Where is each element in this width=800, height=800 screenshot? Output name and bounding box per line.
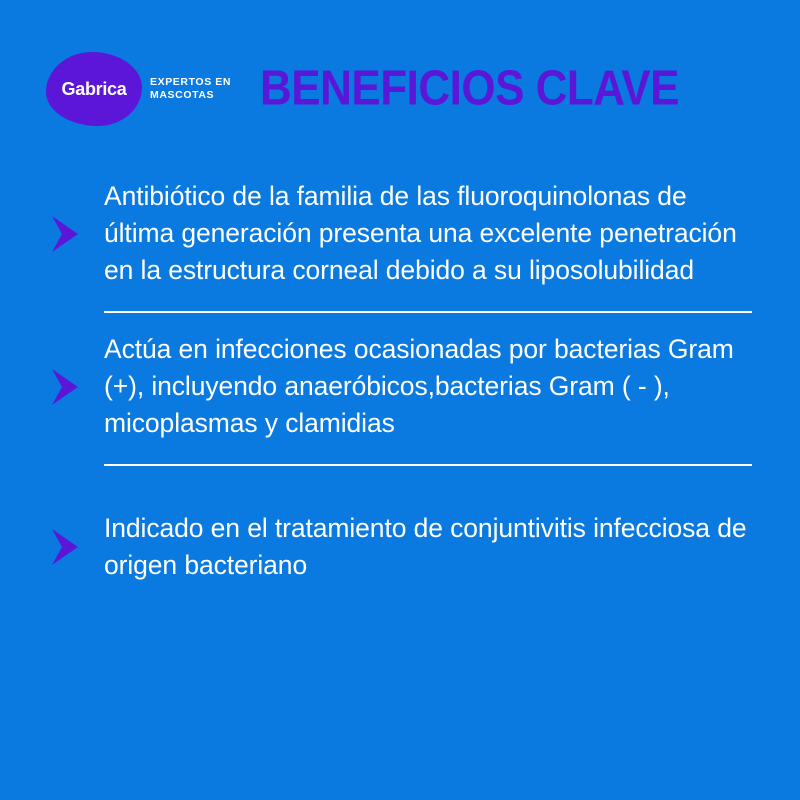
benefits-list bbox=[0, 168, 800, 598]
list-item-text: Actúa en infecciones ocasionadas por bacterias Gram (+), incluyendo anaeróbicos,bacterias Gram ( - ), micoplasmas y clamidias bbox=[104, 334, 734, 438]
list-item bbox=[44, 321, 756, 456]
chevron-right-icon bbox=[44, 365, 90, 409]
divider bbox=[104, 464, 752, 466]
logo-wordmark: Gabrica bbox=[61, 78, 127, 99]
spacer bbox=[44, 474, 756, 500]
page-title: BENEFICIOS CLAVE bbox=[260, 61, 680, 116]
blob-logo-icon bbox=[46, 52, 142, 126]
header bbox=[0, 0, 800, 126]
list-item-text: Indicado en el tratamiento de conjuntivitis infecciosa de origen bacteriano bbox=[104, 513, 747, 580]
list-item bbox=[44, 168, 756, 303]
list-item-text: Antibiótico de la familia de las fluoroquinolonas de última generación presenta una excelente penetración en la estructura corneal debido a su liposolubilidad bbox=[104, 181, 737, 285]
chevron-right-icon bbox=[44, 525, 90, 569]
chevron-right-icon bbox=[44, 212, 90, 256]
brand-tagline: EXPERTOS EN MASCOTAS bbox=[150, 76, 232, 101]
list-item bbox=[44, 500, 756, 598]
divider bbox=[104, 311, 752, 313]
brand-lockup bbox=[46, 52, 242, 126]
